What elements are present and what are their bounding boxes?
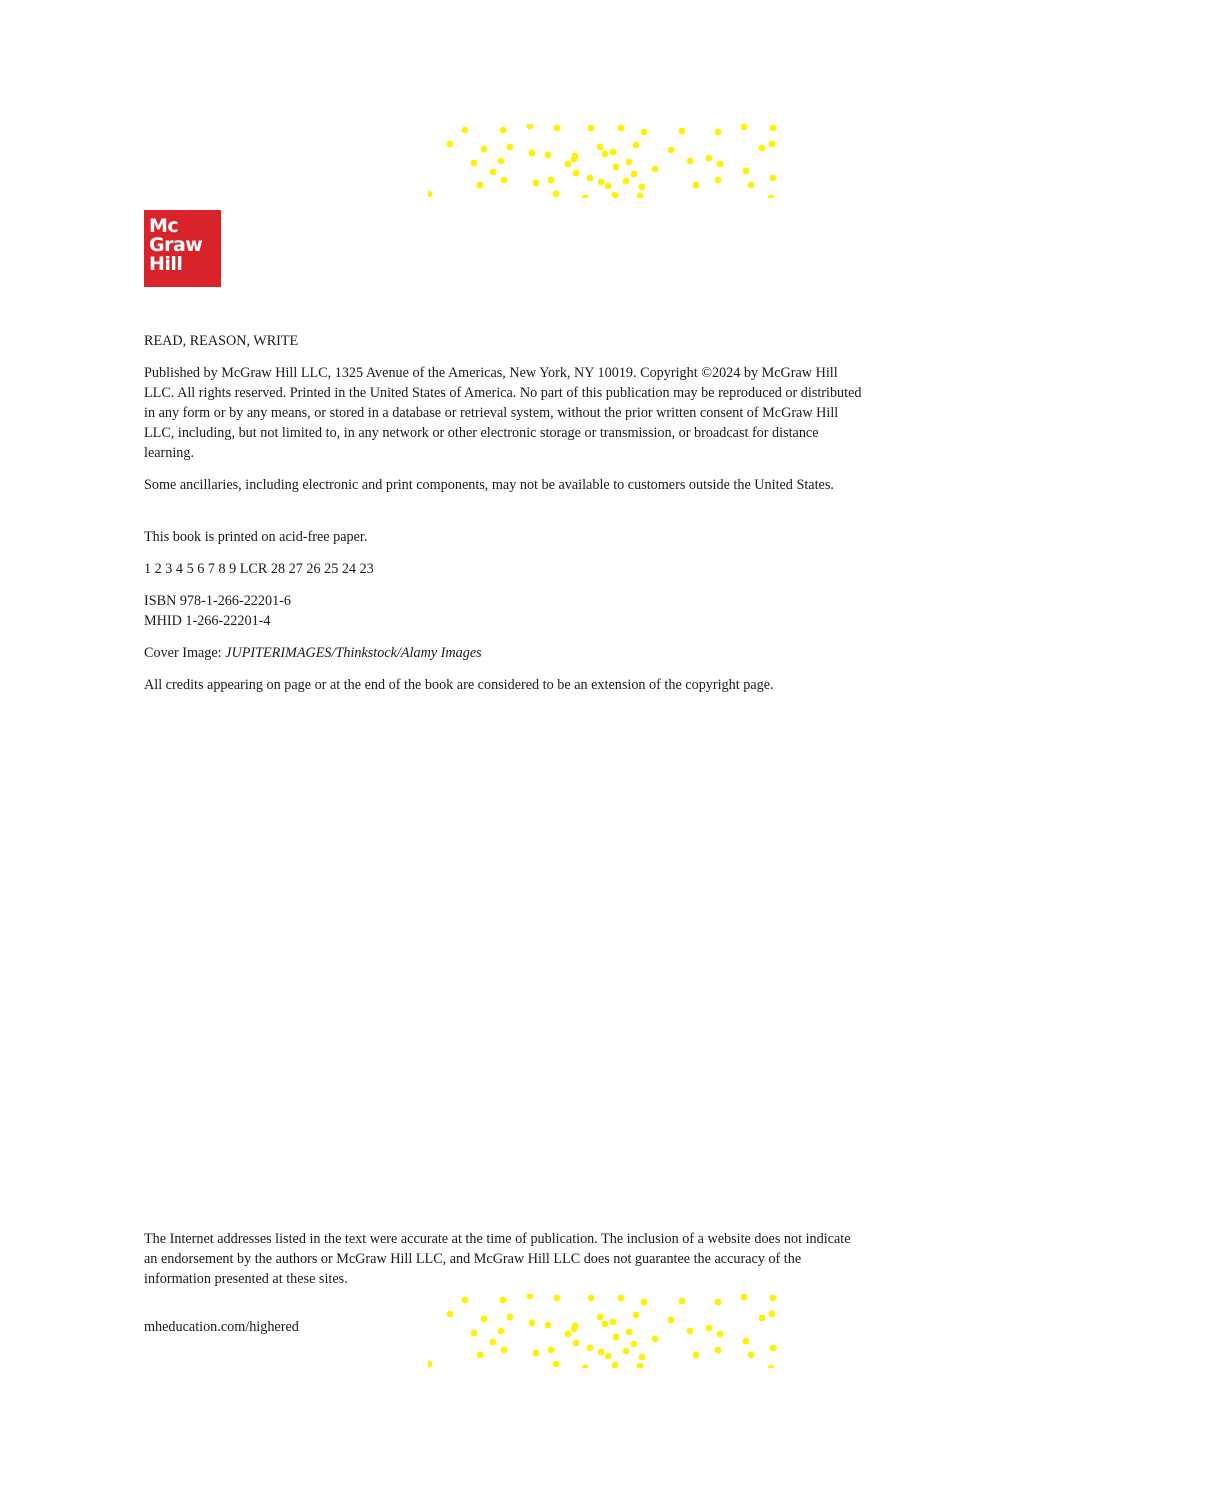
publication-notice: Published by McGraw Hill LLC, 1325 Avenue of the Americas, New York, NY 10019. Copyright ©2024 by McGraw Hill LLC. All rights reserved. Printed in the United States of America. No part of this publication may be reproduced or distributed in any form or by any means, or stored in a database or retrieval system, without the prior written consent of McGraw Hill LLC, including, but not limited to, in any network or other electronic storage or transmission, or broadcast for distance learning.	[144, 365, 862, 461]
yellow-dot	[533, 180, 540, 187]
yellow-dot	[639, 184, 646, 191]
yellow-dot	[605, 183, 612, 190]
yellow-dot	[641, 1299, 648, 1306]
yellow-dot	[471, 1330, 478, 1337]
yellow-dot	[679, 1298, 686, 1305]
yellow-dot	[447, 141, 454, 148]
yellow-dot	[610, 1319, 617, 1326]
yellow-dot	[741, 1294, 748, 1300]
yellow-dot	[501, 1347, 508, 1354]
yellow-dot	[641, 129, 648, 136]
logo-line-hill: Hill	[149, 253, 183, 275]
yellow-dot	[527, 1294, 534, 1299]
yellow-dot-pattern-bottom	[428, 1294, 780, 1368]
cover-image-credit	[144, 643, 864, 663]
yellow-dot	[573, 170, 580, 177]
yellow-dot	[498, 158, 505, 165]
yellow-dot	[687, 1328, 694, 1335]
yellow-dot	[768, 195, 775, 198]
credits-note: All credits appearing on page or at the end of the book are considered to be an extension of the copyright page.	[144, 677, 774, 693]
mhid: MHID 1-266-22201-4	[144, 613, 271, 629]
yellow-dot	[706, 155, 713, 162]
yellow-dot	[618, 1295, 625, 1302]
mcgraw-hill-logo	[144, 210, 221, 287]
logo-line-graw: Graw	[149, 234, 203, 256]
yellow-dot	[477, 182, 484, 189]
yellow-dot	[565, 161, 572, 168]
yellow-dot	[631, 171, 638, 178]
yellow-dot	[573, 1340, 580, 1347]
yellow-dot	[668, 1317, 675, 1324]
yellow-dot	[759, 1315, 766, 1322]
yellow-dot	[626, 1329, 633, 1336]
yellow-dot	[587, 1345, 594, 1352]
yellow-dot	[769, 141, 776, 148]
yellow-dot	[639, 1354, 646, 1361]
yellow-dot	[613, 164, 620, 171]
yellow-dot	[500, 127, 507, 134]
yellow-dot	[623, 1348, 630, 1355]
yellow-dot	[588, 1295, 595, 1302]
yellow-dot	[490, 169, 497, 176]
cover-image-label: Cover Image:	[144, 645, 226, 661]
yellow-dot	[748, 182, 755, 189]
yellow-dot	[605, 1353, 612, 1360]
yellow-dot	[633, 1312, 640, 1319]
yellow-dot	[679, 128, 686, 135]
yellow-dot	[529, 150, 536, 157]
print-line: 1 2 3 4 5 6 7 8 9 LCR 28 27 26 25 24 23	[144, 561, 374, 577]
ancillaries-note: Some ancillaries, including electronic and print components, may not be available to customers outside the United States.	[144, 477, 834, 493]
identifiers	[144, 591, 864, 631]
yellow-dot	[545, 152, 552, 159]
yellow-dot	[770, 125, 777, 132]
yellow-dot	[553, 1361, 560, 1368]
yellow-dot	[571, 156, 578, 163]
yellow-dot	[554, 1295, 561, 1302]
yellow-dot	[471, 160, 478, 167]
yellow-dot	[637, 193, 644, 198]
yellow-dot	[618, 125, 625, 132]
isbn: ISBN 978-1-266-22201-6	[144, 593, 291, 609]
yellow-dot	[597, 1314, 604, 1321]
yellow-dot	[582, 1365, 589, 1368]
paper-note: This book is printed on acid-free paper.	[144, 529, 368, 545]
yellow-dot	[598, 1349, 605, 1356]
yellow-dot	[501, 177, 508, 184]
yellow-dot	[652, 166, 659, 173]
yellow-dot	[741, 124, 748, 130]
yellow-dot	[637, 1363, 644, 1368]
yellow-dot	[633, 142, 640, 149]
yellow-dot	[545, 1322, 552, 1329]
yellow-dot	[743, 1338, 750, 1345]
website: mheducation.com/highered	[144, 1319, 299, 1335]
yellow-dot	[548, 177, 555, 184]
yellow-dot	[748, 1352, 755, 1359]
yellow-dot	[652, 1336, 659, 1343]
yellow-dot	[668, 147, 675, 154]
yellow-dot	[462, 1297, 469, 1304]
yellow-dot	[715, 129, 722, 136]
yellow-dot	[498, 1328, 505, 1335]
yellow-dot	[687, 158, 694, 165]
yellow-dot	[597, 144, 604, 151]
yellow-dot	[481, 146, 488, 153]
yellow-dot	[717, 1331, 724, 1338]
yellow-dot	[768, 1365, 775, 1368]
yellow-dot	[507, 144, 514, 151]
yellow-dot	[610, 149, 617, 156]
logo-line-mc: Mc	[149, 215, 179, 237]
yellow-dot	[717, 161, 724, 168]
yellow-dot	[613, 1334, 620, 1341]
yellow-dot	[588, 125, 595, 132]
yellow-dot	[529, 1320, 536, 1327]
yellow-dot	[462, 127, 469, 134]
yellow-dot	[626, 159, 633, 166]
yellow-dot	[428, 1361, 432, 1368]
yellow-dot	[507, 1314, 514, 1321]
yellow-dot	[582, 195, 589, 198]
yellow-dot	[587, 175, 594, 182]
yellow-dot	[602, 151, 609, 158]
yellow-dot	[743, 168, 750, 175]
yellow-dot	[447, 1311, 454, 1318]
cover-image-source: JUPITERIMAGES/Thinkstock/Alamy Images	[225, 645, 482, 661]
yellow-dot	[598, 179, 605, 186]
yellow-dot	[631, 1341, 638, 1348]
yellow-dot	[527, 124, 534, 129]
yellow-dot	[533, 1350, 540, 1357]
book-title: READ, REASON, WRITE	[144, 333, 299, 349]
yellow-dot	[500, 1297, 507, 1304]
yellow-dot	[770, 1345, 777, 1352]
yellow-dot	[548, 1347, 555, 1354]
yellow-dot	[571, 1326, 578, 1333]
yellow-dot	[693, 182, 700, 189]
yellow-dot	[481, 1316, 488, 1323]
yellow-dot	[623, 178, 630, 185]
yellow-dot-pattern-top	[428, 124, 780, 198]
yellow-dot	[612, 192, 619, 198]
yellow-dot	[490, 1339, 497, 1346]
yellow-dot	[693, 1352, 700, 1359]
yellow-dot	[759, 145, 766, 152]
yellow-dot	[706, 1325, 713, 1332]
yellow-dot	[612, 1362, 619, 1368]
yellow-dot	[769, 1311, 776, 1318]
yellow-dot	[565, 1331, 572, 1338]
yellow-dot	[554, 125, 561, 132]
yellow-dot	[770, 175, 777, 182]
yellow-dot	[715, 1347, 722, 1354]
yellow-dot	[715, 177, 722, 184]
yellow-dot	[477, 1352, 484, 1359]
internet-note: The Internet addresses listed in the text were accurate at the time of publication. The inclusion of a website does not indicate an endorsement by the authors or McGraw Hill LLC, and McGraw Hill LLC does not guarantee the accuracy of the information presented at these sites.	[144, 1231, 851, 1287]
yellow-dot	[770, 1295, 777, 1302]
yellow-dot	[715, 1299, 722, 1306]
yellow-dot	[428, 191, 432, 198]
yellow-dot	[553, 191, 560, 198]
yellow-dot	[602, 1321, 609, 1328]
